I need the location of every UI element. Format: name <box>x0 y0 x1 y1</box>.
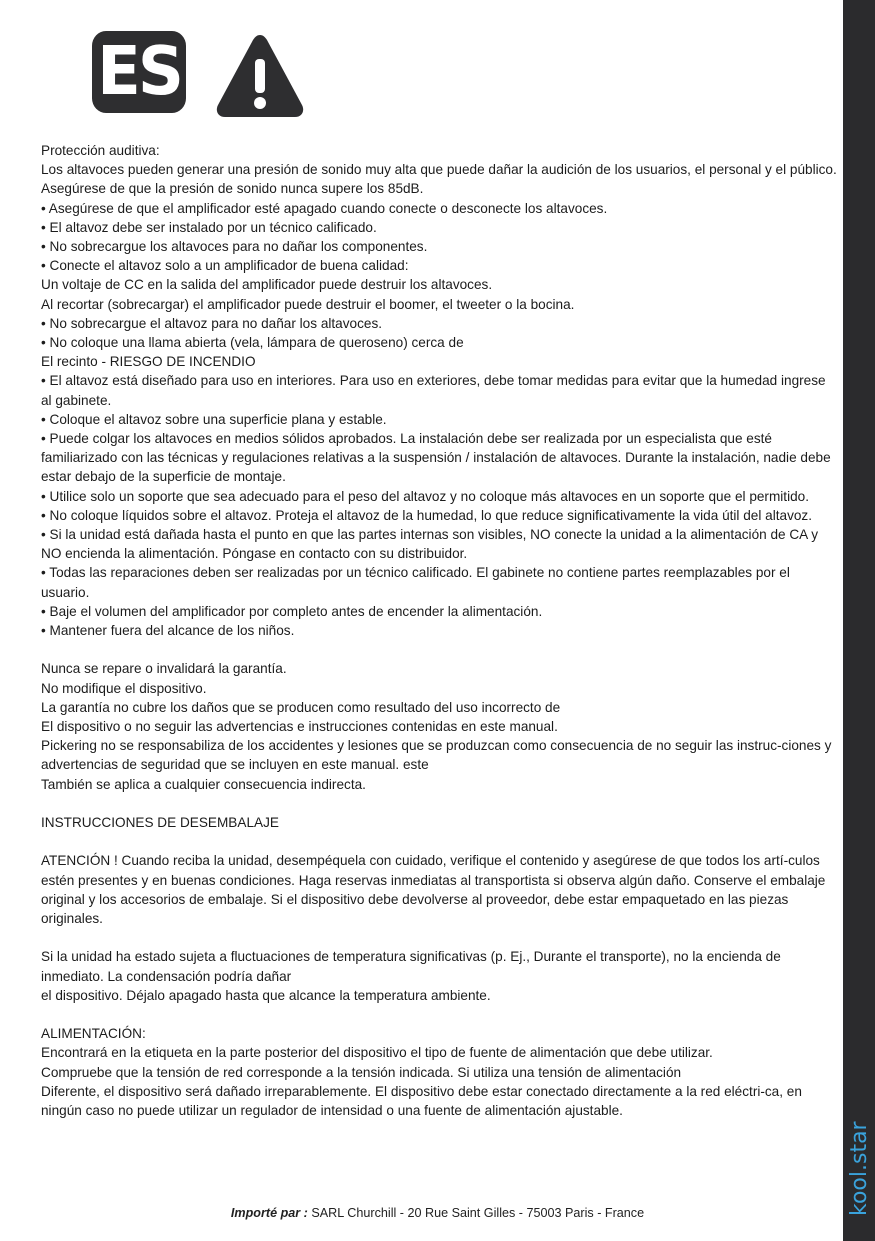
power-line: Compruebe que la tensión de red corresponde a la tensión indicada. Si utiliza una tensión de alimentación <box>41 1064 682 1080</box>
importer-address: SARL Churchill - 20 Rue Saint Gilles - 75003 Paris - France <box>307 1206 645 1220</box>
safety-line: • Coloque el altavoz sobre una superficie plana y estable. <box>41 411 387 427</box>
safety-line: • Baje el volumen del amplificador por completo antes de encender la alimentación. <box>41 603 543 619</box>
brand-logo-text: kool.star <box>847 1121 872 1216</box>
language-code: ES <box>97 33 181 111</box>
power-line: Diferente, el dispositivo será dañado irreparablemente. El dispositivo debe estar conectado directamente a la red eléctri-ca, en ningún caso no puede utilizar un regulador de intensidad o una fuente de alimentación ajustable. <box>41 1083 802 1119</box>
warranty-line: También se aplica a cualquier consecuencia indirecta. <box>41 776 366 792</box>
safety-line: • No coloque una llama abierta (vela, lámpara de queroseno) cerca de <box>41 335 464 351</box>
safety-line: • Utilice solo un soporte que sea adecuado para el peso del altavoz y no coloque más altavoces en un soporte que el permitido. <box>41 488 810 504</box>
warning-icon <box>214 31 306 119</box>
language-badge <box>92 31 186 113</box>
safety-line: Un voltaje de CC en la salida del amplificador puede destruir los altavoces. <box>41 277 493 293</box>
temperature-line: el dispositivo. Déjalo apagado hasta que alcance la temperatura ambiente. <box>41 987 491 1003</box>
section-heading: Protección auditiva: <box>41 143 160 158</box>
safety-text <box>41 141 839 1120</box>
safety-line: • No sobrecargue el altavoz para no dañar los altavoces. <box>41 315 383 331</box>
safety-line: • Todas las reparaciones deben ser realizadas por un técnico calificado. El gabinete no contiene partes reemplazables por el usuario. <box>41 565 790 600</box>
safety-line: • Asegúrese de que el amplificador esté apagado cuando conecte o desconecte los altavoces. <box>41 200 608 216</box>
safety-line: • No coloque líquidos sobre el altavoz. Proteja el altavoz de la humedad, lo que reduce significativamente la vida útil del altavoz. <box>41 507 812 523</box>
importer-label: Importé par : <box>230 1206 308 1220</box>
temperature-line: Si la unidad ha estado sujeta a fluctuaciones de temperatura significativas (p. Ej., Durante el transporte), no la encienda de inmediato. La condensación podría dañar <box>41 949 781 984</box>
attention-paragraph: ATENCIÓN ! Cuando reciba la unidad, desempéquela con cuidado, verifique el contenido y asegúrese de que todos los artí-culos estén presentes y en buenas condiciones. Haga reservas inmediatas al transportista si observa algún daño. Conserve el embalaje original y los accesorios de embalaje. Si el dispositivo debe devolverse al proveedor, debe estar empaquetado en las piezas originales. <box>41 853 826 927</box>
importer-footer <box>0 1206 875 1220</box>
warranty-line: El dispositivo o no seguir las advertencias e instrucciones contenidas en este manual. <box>41 719 558 735</box>
power-title: ALIMENTACIÓN: <box>41 1026 146 1042</box>
safety-line: • Si la unidad está dañada hasta el punto en que las partes internas son visibles, NO conecte la unidad a la alimentación de CA y NO encienda la alimentación. Póngase en contacto con su distribuidor. <box>41 527 819 562</box>
warranty-line: No modifique el dispositivo. <box>41 680 207 696</box>
warranty-line: La garantía no cubre los daños que se producen como resultado del uso incorrecto de <box>41 699 561 715</box>
safety-line: • Conecte el altavoz solo a un amplificador de buena calidad: <box>41 258 409 274</box>
warranty-line: Pickering no se responsabiliza de los accidentes y lesiones que se produzcan como consecuencia de no seguir las instruc-ciones y advertencias de seguridad que se incluyen en este manual. este <box>41 738 832 773</box>
unpacking-title: INSTRUCCIONES DE DESEMBALAJE <box>41 815 279 831</box>
safety-line: • El altavoz está diseñado para uso en interiores. Para uso en exteriores, debe tomar medidas para evitar que la humedad ingrese al gabinete. <box>41 373 826 408</box>
safety-line: • El altavoz debe ser instalado por un técnico calificado. <box>41 219 377 235</box>
safety-line: El recinto - RIESGO DE INCENDIO <box>41 354 256 370</box>
safety-line: Los altavoces pueden generar una presión de sonido muy alta que puede dañar la audición de los usuarios, el personal y el público. Asegúrese de que la presión de sonido nunca supere los 85dB. <box>41 162 837 197</box>
brand-logo <box>843 1120 875 1220</box>
safety-line: • Puede colgar los altavoces en medios sólidos aprobados. La instalación debe ser realizada por un especialista que esté familiarizado con las técnicas y regulaciones relativas a la suspensión / instalación de altavoces. Durante la instalación, nadie debe estar debajo de la superficie de montaje. <box>41 431 831 485</box>
safety-line: Al recortar (sobrecargar) el amplificador puede destruir el boomer, el tweeter o la bocina. <box>41 296 575 312</box>
warranty-line: Nunca se repare o invalidará la garantía. <box>41 661 287 677</box>
safety-line: • No sobrecargue los altavoces para no dañar los componentes. <box>41 239 428 255</box>
power-line: Encontrará en la etiqueta en la parte posterior del dispositivo el tipo de fuente de alimentación que debe utilizar. <box>41 1045 713 1061</box>
safety-line: • Mantener fuera del alcance de los niños. <box>41 623 295 639</box>
brand-sidebar <box>843 0 875 1241</box>
